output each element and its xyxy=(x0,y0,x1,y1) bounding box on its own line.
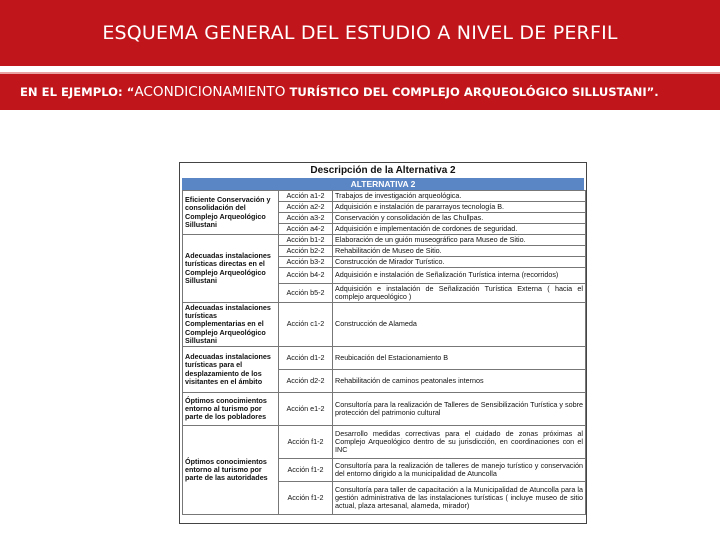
action-cell: Acción a1-2 xyxy=(279,191,333,202)
description-cell: Consultoría para taller de capacitación a la Municipalidad de Atuncolla para la gestión administrativa de las instalaciones turísticas ( incluye museo de sitio actual, plaza artesanal, alameda, mirador) xyxy=(333,482,586,515)
alternative-header: ALTERNATIVA 2 xyxy=(182,178,584,190)
description-cell: Construcción de Mirador Turístico. xyxy=(333,257,586,268)
action-cell: Acción f1-2 xyxy=(279,482,333,515)
action-cell: Acción b2-2 xyxy=(279,246,333,257)
subtitle-prefix: EN EL EJEMPLO: “ xyxy=(20,85,135,99)
action-cell: Acción d1-2 xyxy=(279,347,333,370)
description-cell: Reubicación del Estacionamiento B xyxy=(333,347,586,370)
action-cell: Acción a3-2 xyxy=(279,213,333,224)
description-cell: Rehabilitación de caminos peatonales internos xyxy=(333,370,586,393)
table-row xyxy=(183,303,586,347)
alternative-table-body xyxy=(183,191,586,515)
description-cell: Conservación y consolidación de las Chullpas. xyxy=(333,213,586,224)
description-cell: Adquisición e implementación de cordones de seguridad. xyxy=(333,224,586,235)
table-row xyxy=(183,347,586,370)
objective-cell: Adecuadas instalaciones turísticas directas en el Complejo Arqueológico Sillustani xyxy=(183,235,279,303)
action-cell: Acción f1-2 xyxy=(279,459,333,482)
slide-subtitle xyxy=(20,84,659,100)
table-row xyxy=(183,235,586,246)
slide-title-bar xyxy=(0,0,720,66)
description-cell: Construcción de Alameda xyxy=(333,303,586,347)
description-cell: Consultoría para la realización de Talleres de Sensibilización Turística y sobre protección del patrimonio cultural xyxy=(333,393,586,426)
action-cell: Acción a2-2 xyxy=(279,202,333,213)
action-cell: Acción f1-2 xyxy=(279,426,333,459)
action-cell: Acción b4-2 xyxy=(279,268,333,284)
subtitle-rest: TURÍSTICO DEL COMPLEJO ARQUEOLÓGICO SILLUSTANI”. xyxy=(285,85,659,99)
action-cell: Acción c1-2 xyxy=(279,303,333,347)
description-cell: Elaboración de un guión museográfico para Museo de Sitio. xyxy=(333,235,586,246)
slide-title: ESQUEMA GENERAL DEL ESTUDIO A NIVEL DE PERFIL xyxy=(102,22,618,44)
action-cell: Acción d2-2 xyxy=(279,370,333,393)
subtitle-main: ACONDICIONAMIENTO xyxy=(134,84,286,100)
description-cell: Consultoría para la realización de talleres de manejo turístico y conservación del entorno dirigido a la municipalidad de Atuncolla xyxy=(333,459,586,482)
objective-cell: Óptimos conocimientos entorno al turismo por parte de las autoridades xyxy=(183,426,279,515)
table-row xyxy=(183,393,586,426)
action-cell: Acción b1-2 xyxy=(279,235,333,246)
action-cell: Acción a4-2 xyxy=(279,224,333,235)
description-cell: Desarrollo medidas correctivas para el cuidado de zonas próximas al Complejo Arqueológico dentro de su jurisdicción, en coordinaciones con el INC xyxy=(333,426,586,459)
objective-cell: Eficiente Conservación y consolidación del Complejo Arqueológico Sillustani xyxy=(183,191,279,235)
alternative-document xyxy=(179,162,587,524)
description-cell: Adquisición e instalación de Señalización Turística Externa ( hacia el complejo arqueológico ) xyxy=(333,284,586,303)
alternative-table xyxy=(182,190,586,515)
objective-cell: Adecuadas instalaciones turísticas Complementarias en el Complejo Arqueológico Sillustani xyxy=(183,303,279,347)
document-title: Descripción de la Alternativa 2 xyxy=(310,165,456,176)
action-cell: Acción e1-2 xyxy=(279,393,333,426)
action-cell: Acción b5-2 xyxy=(279,284,333,303)
table-row xyxy=(183,191,586,202)
objective-cell: Óptimos conocimientos entorno al turismo por parte de los pobladores xyxy=(183,393,279,426)
slide-subtitle-bar xyxy=(0,72,720,110)
description-cell: Adquisición e instalación de pararrayos tecnología B. xyxy=(333,202,586,213)
action-cell: Acción b3-2 xyxy=(279,257,333,268)
description-cell: Adquisición e instalación de Señalización Turística interna (recorridos) xyxy=(333,268,586,284)
description-cell: Rehabilitación de Museo de Sitio. xyxy=(333,246,586,257)
table-row xyxy=(183,426,586,459)
objective-cell: Adecuadas instalaciones turísticas para el desplazamiento de los visitantes en el ámbito xyxy=(183,347,279,393)
description-cell: Trabajos de investigación arqueológica. xyxy=(333,191,586,202)
